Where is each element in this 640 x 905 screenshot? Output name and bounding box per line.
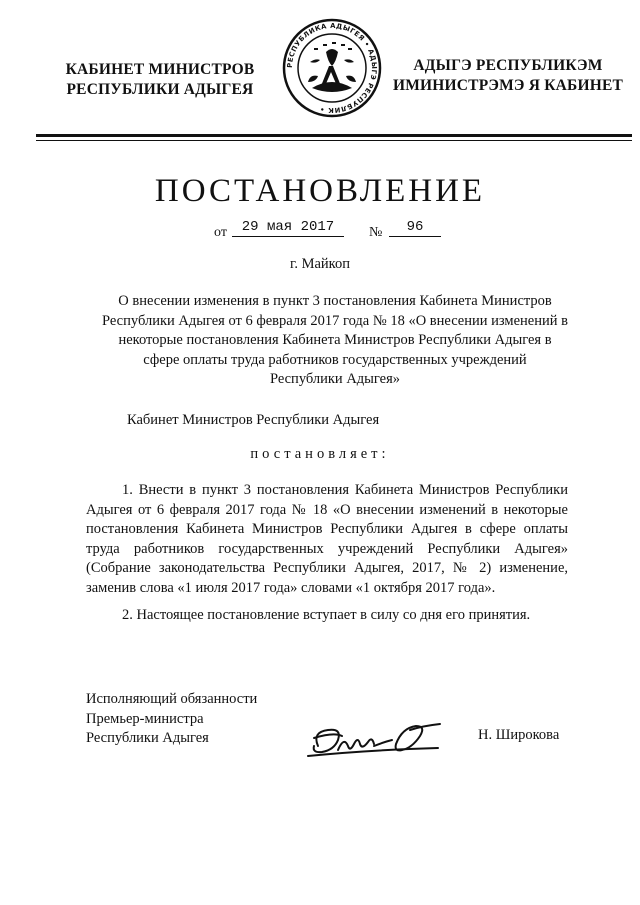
decision-item-2: 2. Настоящее постановление вступает в силу со дня его принятия. xyxy=(122,607,531,623)
header-right-line2: ИМИНИСТРЭМЭ Я КАБИНЕТ xyxy=(392,77,624,94)
subject-line: сфере оплаты труда работников государственных учреждений xyxy=(143,351,527,368)
document-number: 96 xyxy=(389,219,441,237)
header-left-line2: РЕСПУБЛИКИ АДЫГЕЯ xyxy=(66,81,254,98)
coat-of-arms-emblem xyxy=(282,18,382,118)
header-divider-thin xyxy=(36,140,632,141)
subject-line: некоторые постановления Кабинета Министров Республики Адыгея в xyxy=(118,332,552,348)
decision-item-1: 1. Внести в пункт 3 постановления Кабинета Министров Республики Адыгея от 6 февраля 2017 года № 18 «О внесении изменений в некоторые постановления Кабинета Министров Республики Адыгея в сфере оплаты труда работников государственных учреждений Республики Адыгея» (Собрание законодательства Республики Адыгея, 2017, № 2) изменение, заменив слова «1 июля 2017 года» словами «1 октября 2017 года». xyxy=(86,482,568,596)
subject-line: Республики Адыгея от 6 февраля 2017 года № 18 «О внесении изменений в xyxy=(102,312,568,329)
subject-line: О внесении изменения в пункт 3 постановления Кабинета Министров xyxy=(118,293,552,309)
position-line: Премьер-министра xyxy=(86,710,204,727)
document-subject xyxy=(70,292,600,390)
signatory-position xyxy=(86,690,257,749)
position-line: Республики Адыгея xyxy=(86,730,209,746)
number-sign: № xyxy=(369,225,383,240)
subject-line: Республики Адыгея» xyxy=(269,371,401,387)
position-line: Исполняющий обязанности xyxy=(86,691,258,707)
header-left-title xyxy=(62,60,258,100)
document-date: 29 мая 2017 xyxy=(232,219,344,237)
header-left-line1: КАБИНЕТ МИНИСТРОВ xyxy=(65,61,255,78)
date-prefix: от xyxy=(214,225,227,240)
date-number-line xyxy=(214,219,454,241)
issuer-line: Кабинет Министров Республики Адыгея xyxy=(127,412,380,428)
city-line: г. Майкоп xyxy=(290,256,350,272)
header-right-title xyxy=(392,56,624,96)
header-divider-thick xyxy=(36,134,632,137)
signatory-name: Н. Широкова xyxy=(478,727,560,743)
header-right-line1: АДЫГЭ РЕСПУБЛИКЭМ xyxy=(413,57,603,74)
emblem-ring-text: РЕСПУБЛИКА АДЫГЕЯ • АДЫГЭ РЕСПУБЛИК • xyxy=(285,21,379,115)
decree-word: постановляет: xyxy=(250,446,390,462)
handwritten-signature xyxy=(300,716,452,766)
document-title: ПОСТАНОВЛЕНИЕ xyxy=(154,173,486,209)
